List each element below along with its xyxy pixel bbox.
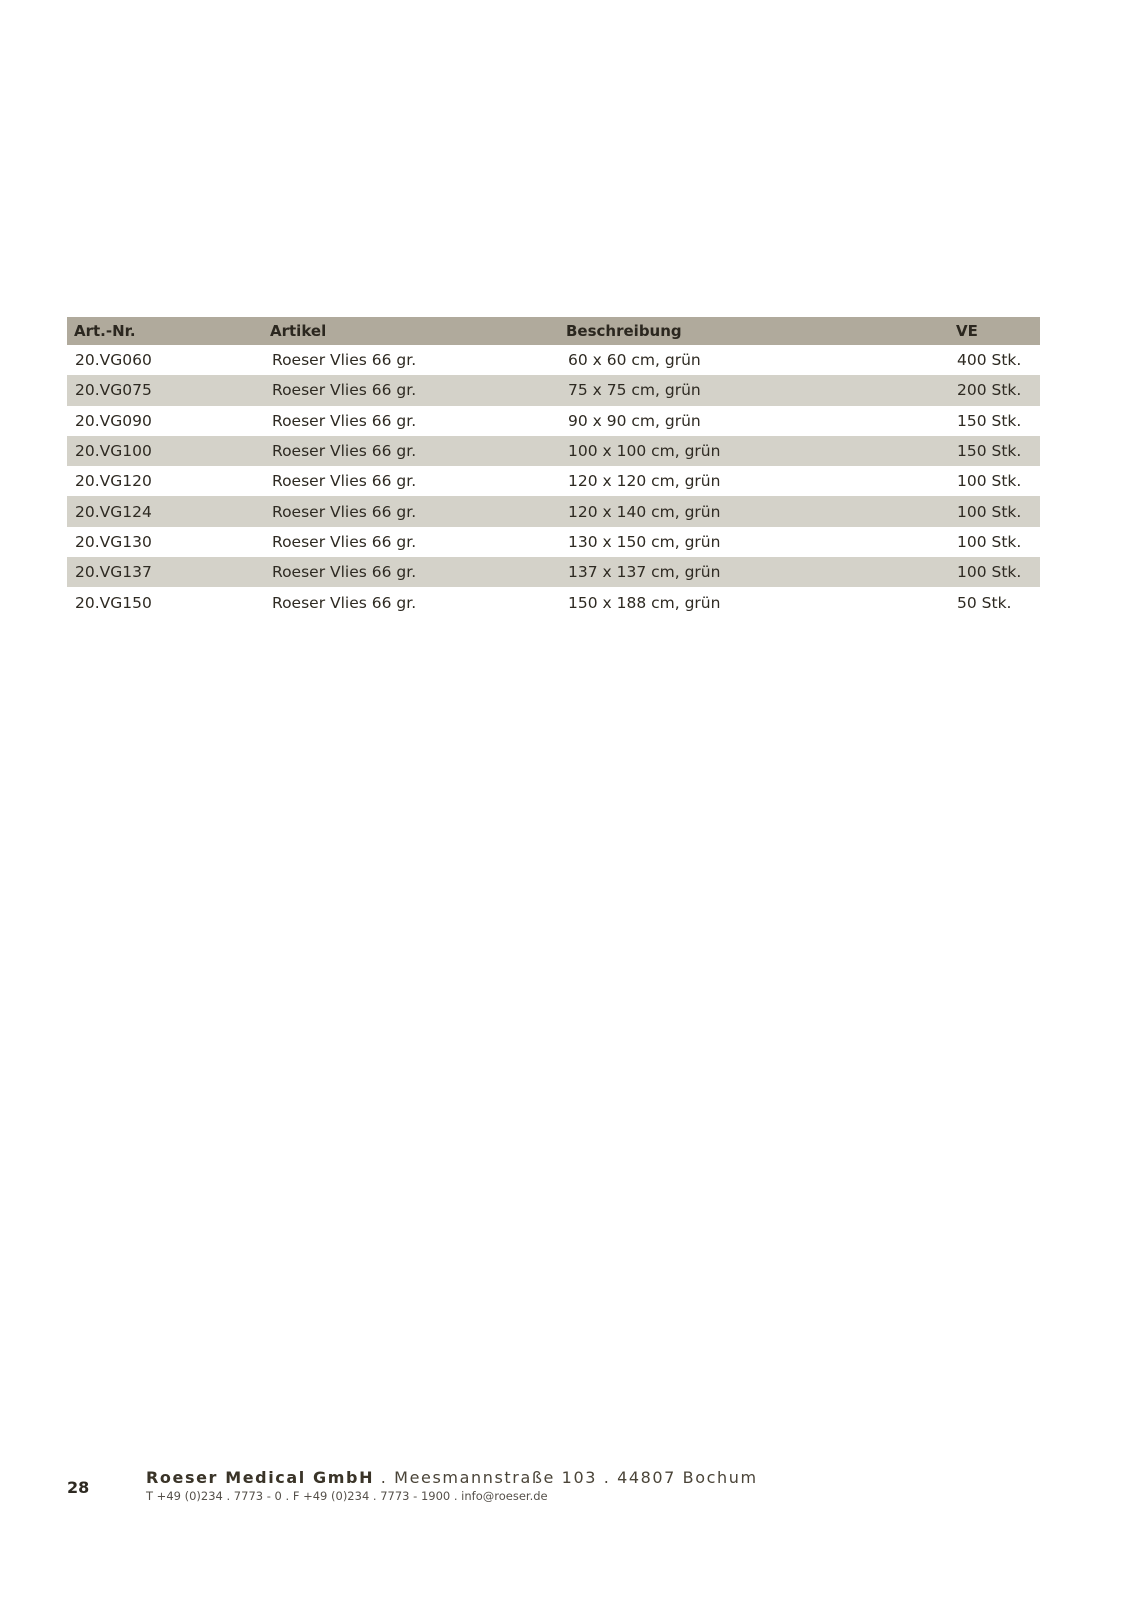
cell-artikel: Roeser Vlies 66 gr. bbox=[272, 411, 417, 430]
cell-beschreibung: 137 x 137 cm, grün bbox=[568, 563, 721, 582]
cell-ve: 200 Stk. bbox=[957, 381, 1022, 400]
cell-artikel: Roeser Vlies 66 gr. bbox=[272, 351, 417, 370]
cell-beschreibung: 90 x 90 cm, grün bbox=[568, 411, 701, 430]
cell-ve: 100 Stk. bbox=[957, 502, 1022, 521]
cell-beschreibung: 130 x 150 cm, grün bbox=[568, 532, 721, 551]
table-row bbox=[67, 527, 1040, 557]
table-row bbox=[67, 406, 1040, 436]
cell-art-nr: 20.VG060 bbox=[75, 351, 152, 370]
table-row bbox=[67, 436, 1040, 466]
cell-ve: 100 Stk. bbox=[957, 563, 1022, 582]
cell-beschreibung: 60 x 60 cm, grün bbox=[568, 351, 701, 370]
header-art-nr: Art.-Nr. bbox=[74, 322, 136, 340]
cell-artikel: Roeser Vlies 66 gr. bbox=[272, 472, 417, 491]
cell-ve: 400 Stk. bbox=[957, 351, 1022, 370]
cell-art-nr: 20.VG137 bbox=[75, 563, 152, 582]
contact-line: T +49 (0)234 . 7773 - 0 . F +49 (0)234 . 7773 - 1900 . info@roeser.de bbox=[146, 1489, 548, 1503]
cell-beschreibung: 120 x 140 cm, grün bbox=[568, 502, 721, 521]
cell-art-nr: 20.VG100 bbox=[75, 442, 152, 461]
table-row bbox=[67, 345, 1040, 375]
cell-artikel: Roeser Vlies 66 gr. bbox=[272, 593, 417, 612]
cell-ve: 150 Stk. bbox=[957, 411, 1022, 430]
cell-beschreibung: 75 x 75 cm, grün bbox=[568, 381, 701, 400]
header-ve: VE bbox=[956, 322, 978, 340]
cell-artikel: Roeser Vlies 66 gr. bbox=[272, 532, 417, 551]
table-row bbox=[67, 466, 1040, 496]
cell-beschreibung: 120 x 120 cm, grün bbox=[568, 472, 721, 491]
product-table bbox=[67, 317, 1040, 618]
cell-art-nr: 20.VG075 bbox=[75, 381, 152, 400]
header-artikel: Artikel bbox=[270, 322, 327, 340]
cell-ve: 50 Stk. bbox=[957, 593, 1012, 612]
cell-art-nr: 20.VG120 bbox=[75, 472, 152, 491]
cell-artikel: Roeser Vlies 66 gr. bbox=[272, 502, 417, 521]
cell-ve: 100 Stk. bbox=[957, 532, 1022, 551]
cell-art-nr: 20.VG150 bbox=[75, 593, 152, 612]
cell-artikel: Roeser Vlies 66 gr. bbox=[272, 381, 417, 400]
cell-beschreibung: 150 x 188 cm, grün bbox=[568, 593, 721, 612]
table-row bbox=[67, 587, 1040, 617]
company-address-line bbox=[146, 1468, 758, 1487]
page-number: 28 bbox=[67, 1478, 90, 1497]
cell-art-nr: 20.VG124 bbox=[75, 502, 152, 521]
cell-ve: 150 Stk. bbox=[957, 442, 1022, 461]
cell-ve: 100 Stk. bbox=[957, 472, 1022, 491]
table-row bbox=[67, 375, 1040, 405]
table-row bbox=[67, 496, 1040, 526]
cell-artikel: Roeser Vlies 66 gr. bbox=[272, 442, 417, 461]
page-footer bbox=[0, 1465, 1131, 1525]
table-header bbox=[67, 317, 1040, 345]
header-beschreibung: Beschreibung bbox=[566, 322, 682, 340]
cell-art-nr: 20.VG130 bbox=[75, 532, 152, 551]
table-row bbox=[67, 557, 1040, 587]
cell-artikel: Roeser Vlies 66 gr. bbox=[272, 563, 417, 582]
cell-art-nr: 20.VG090 bbox=[75, 411, 152, 430]
company-address: . Meesmannstraße 103 . 44807 Bochum bbox=[374, 1468, 758, 1487]
cell-beschreibung: 100 x 100 cm, grün bbox=[568, 442, 721, 461]
company-name: Roeser Medical GmbH bbox=[146, 1468, 375, 1487]
